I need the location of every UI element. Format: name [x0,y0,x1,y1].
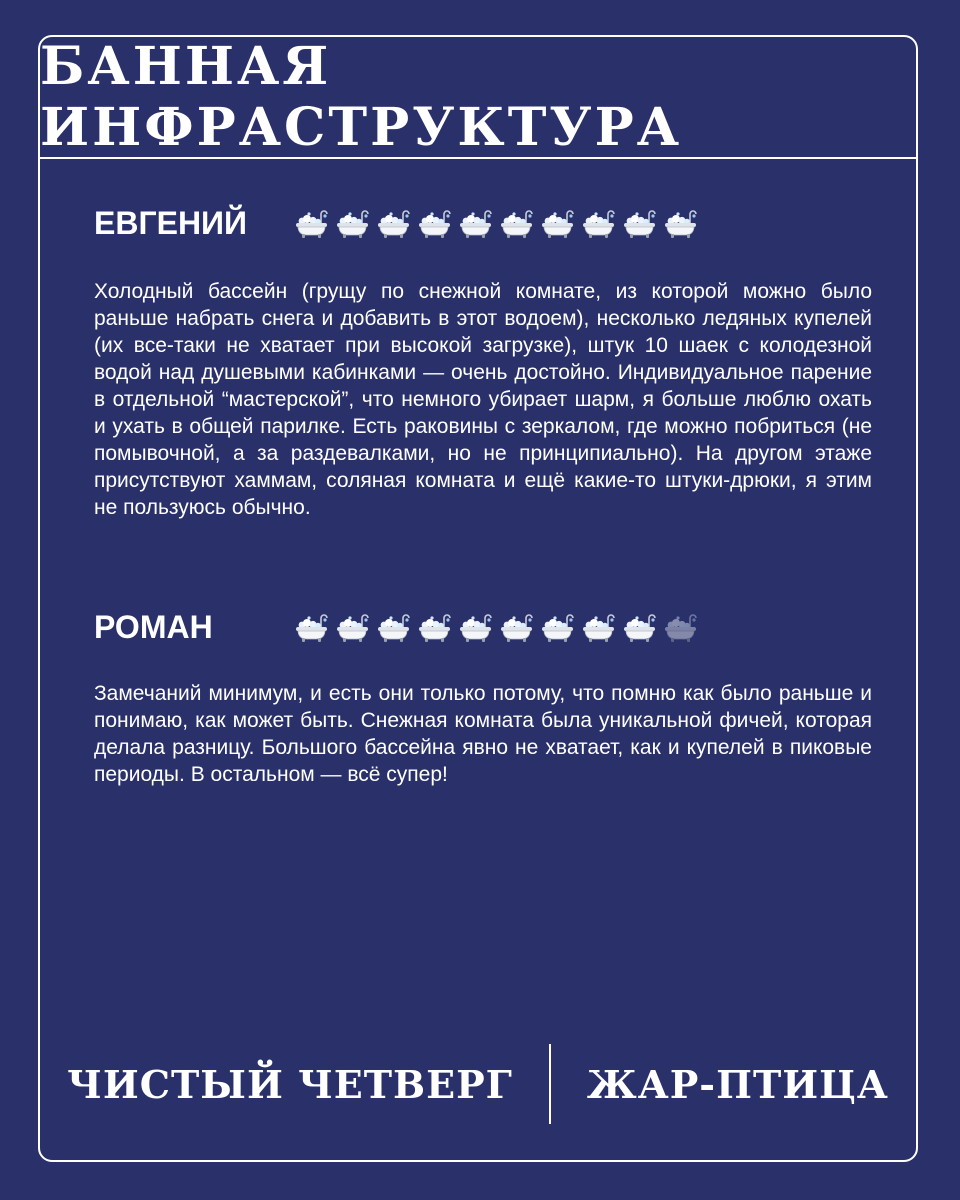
bathtub-icon [458,612,494,644]
bathtub-icon [417,208,453,240]
review-text: Замечаний минимум, и есть они только потому, что помню как было раньше и понимаю, как может быть. Снежная комната была уникальной фичей, которая делала разницу. Большого бассейна явно не хватает, как и купелей в пиковые периоды. В остальном — всё супер! [94,682,872,786]
bathtub-icon [376,208,412,240]
bathtub-icon [499,208,535,240]
bathtub-icon [294,612,330,644]
bathtub-icon [663,208,699,240]
footer [40,1042,916,1126]
rating-bathtubs [294,208,699,240]
page-title: БАННАЯ ИНФРАСТРУКТУРА [40,36,683,158]
footer-divider [549,1044,551,1124]
reviewer-name: ЕВГЕНИЙ [94,205,248,241]
bathtub-icon [458,208,494,240]
review-header-roman [94,609,699,646]
bathtub-icon [335,208,371,240]
bathtub-icon [581,612,617,644]
bathtub-icon [622,612,658,644]
bathtub-icon [581,208,617,240]
bathtub-icon [376,612,412,644]
reviewer-name: РОМАН [94,609,213,645]
review-text: Холодный бассейн (грущу по снежной комнате, из которой можно было раньше набрать снега и добавить в этот водоем), несколько ледяных купелей (их все-таки не хватает при высокой загрузке), штук 10 шаек с колодезной водой над душевыми кабинками — очень достойно. Индивидуальное парение в отдельной “мастерской”, что немного убирает шарм, я больше люблю охать и ухать в общей парилке. Есть раковины с зеркалом, где можно побриться (не помывочной, а за раздевалками, но не принципиально). На другом этаже присутствуют хаммам, соляная комната и ещё какие-то штуки-дрюки, я этим не пользуюсь обычно. [94,280,872,519]
footer-left-label: ЧИСТЫЙ ЧЕТВЕРГ [67,1061,513,1107]
bathtub-icon [622,208,658,240]
footer-right-label: ЖАР-ПТИЦА [586,1061,889,1107]
rating-bathtubs [294,612,699,644]
review-card [38,35,918,1162]
bathtub-icon [294,208,330,240]
bathtub-icon [417,612,453,644]
bathtub-icon [540,208,576,240]
bathtub-icon [499,612,535,644]
bathtub-icon [540,612,576,644]
bathtub-icon [663,612,699,644]
title-bar [40,37,916,159]
review-header-evgeny [94,205,699,242]
bathtub-icon [335,612,371,644]
